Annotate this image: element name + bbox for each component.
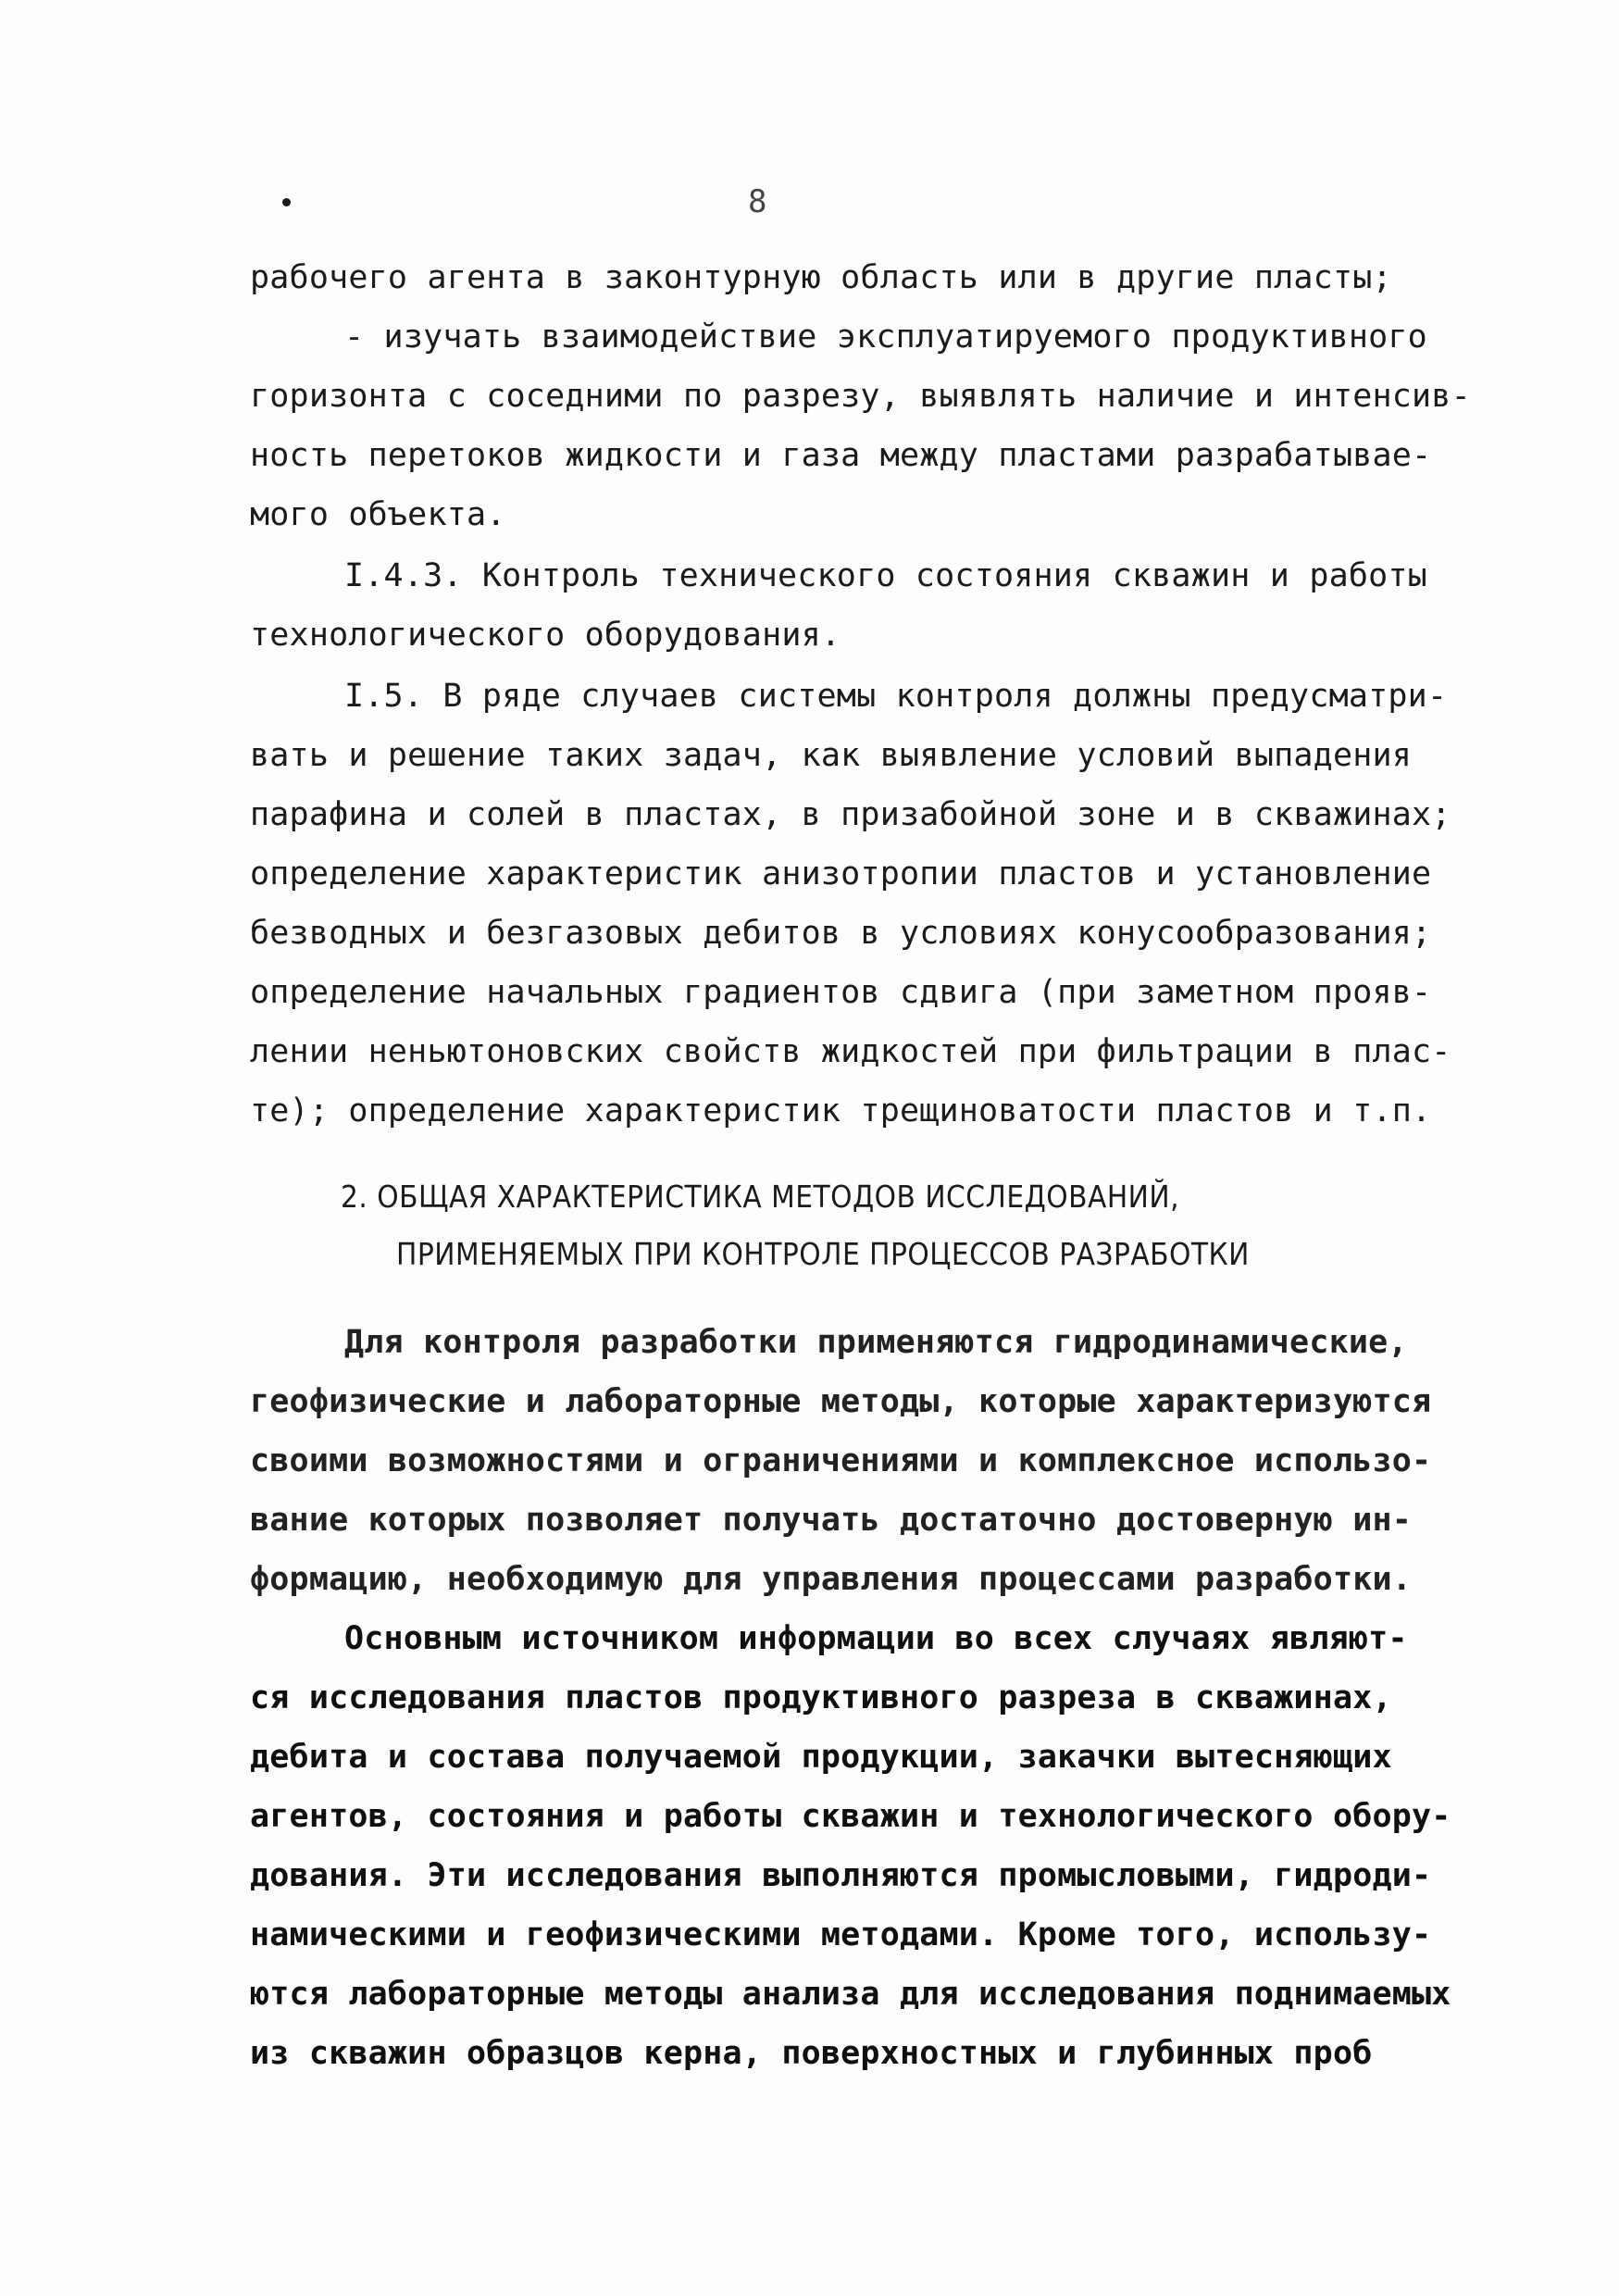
text-line: вать и решение таких задач, как выявление условий выпадения — [250, 737, 1413, 774]
page-number: 8 — [748, 183, 767, 220]
section-heading-line-1: 2. ОБЩАЯ ХАРАКТЕРИСТИКА МЕТОДОВ ИССЛЕДОВАНИЙ, — [341, 1179, 1179, 1215]
text-line: формацию, необходимую для управления процессами разработки. — [250, 1561, 1413, 1598]
text-line: горизонта с соседними по разрезу, выявлять наличие и интенсив- — [250, 378, 1471, 415]
text-line: те); определение характеристик трещиноватости пластов и т.п. — [250, 1092, 1432, 1129]
text-line: ся исследования пластов продуктивного разреза в скважинах, — [250, 1679, 1392, 1716]
text-line: Основным источником информации во всех случаях являют- — [344, 1620, 1408, 1657]
text-line: агентов, состояния и работы скважин и технологического обору- — [250, 1798, 1451, 1835]
text-line: Для контроля разработки применяются гидродинамические, — [344, 1324, 1408, 1361]
section-heading — [341, 1168, 1250, 1283]
text-line: мого объекта. — [250, 496, 506, 533]
text-line: дования. Эти исследования выполняются промысловыми, гидроди- — [250, 1857, 1432, 1894]
paragraph-block-5 — [250, 1609, 1451, 2083]
paragraph-block-1 — [250, 248, 1471, 544]
text-line: определение характеристик анизотропии пластов и установление — [250, 855, 1432, 892]
paragraph-block-3 — [250, 667, 1451, 1141]
paragraph-block-4 — [250, 1313, 1432, 1609]
text-line: технологического оборудования. — [250, 617, 841, 654]
text-line: определение начальных градиентов сдвига (при заметном прояв- — [250, 974, 1432, 1011]
text-line: I.4.3. Контроль технического состояния скважин и работы — [344, 557, 1427, 594]
text-line: рабочего агента в законтурную область или в другие пласты; — [250, 259, 1392, 296]
section-heading-line-2: ПРИМЕНЯЕМЫХ ПРИ КОНТРОЛЕ ПРОЦЕССОВ РАЗРАБОТКИ — [396, 1236, 1250, 1272]
text-line: безводных и безгазовых дебитов в условиях конусообразования; — [250, 915, 1432, 952]
text-line: лении неньютоновских свойств жидкостей при фильтрации в плас- — [250, 1033, 1451, 1070]
text-line: ность перетоков жидкости и газа между пластами разрабатывае- — [250, 437, 1432, 474]
text-line: вание которых позволяет получать достаточно достоверную ин- — [250, 1502, 1413, 1539]
text-line: парафина и солей в пластах, в призабойной зоне и в скважинах; — [250, 796, 1451, 833]
text-line: из скважин образцов керна, поверхностных и глубинных проб — [250, 2035, 1373, 2072]
text-line: ются лабораторные методы анализа для исследования поднимаемых — [250, 1976, 1451, 2013]
text-line: дебита и состава получаемой продукции, закачки вытесняющих — [250, 1739, 1392, 1776]
text-line: I.5. В ряде случаев системы контроля должны предусматри- — [344, 678, 1448, 715]
text-line: своими возможностями и ограничениями и комплексное использо- — [250, 1442, 1432, 1479]
text-line: намическими и геофизическими методами. Кроме того, использу- — [250, 1916, 1432, 1953]
paragraph-block-2 — [250, 546, 1427, 665]
text-line: геофизические и лабораторные методы, которые характеризуются — [250, 1383, 1432, 1420]
scan-speck — [282, 198, 291, 206]
text-line: - изучать взаимодействие эксплуатируемого продуктивного — [344, 318, 1427, 356]
